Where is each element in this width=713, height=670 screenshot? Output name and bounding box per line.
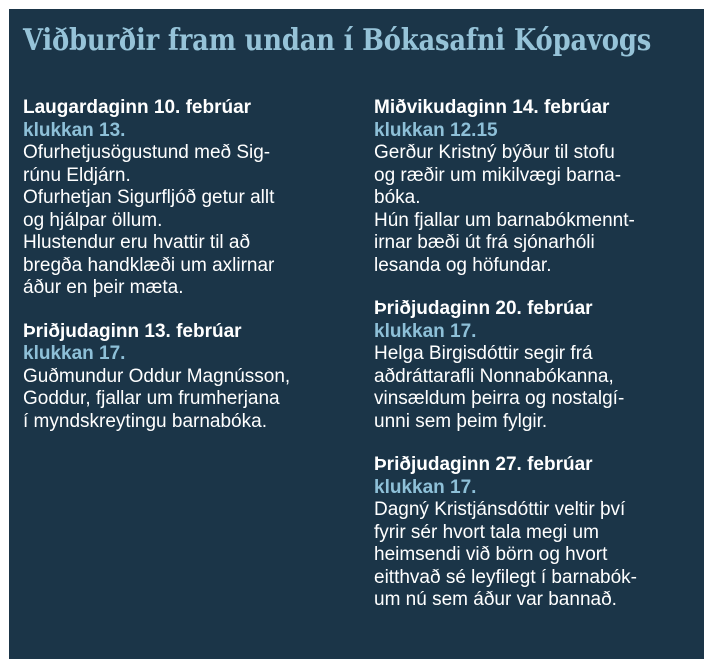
event-time: klukkan 17. <box>23 343 126 364</box>
event-item <box>23 321 353 434</box>
event-description-line: irnar bæði út frá sjónarhóli <box>374 232 595 253</box>
event-description-line: Helga Birgisdóttir segir frá <box>374 343 593 364</box>
event-description-line: í myndskreytingu barnabóka. <box>23 410 267 432</box>
event-description-line: Goddur, fjallar um frumherjana <box>23 388 280 409</box>
event-description-line: og hjálpar öllum. <box>23 209 163 231</box>
event-description-line: Ofurhetjan Sigurfljóð getur allt <box>23 187 275 208</box>
event-item <box>23 97 353 300</box>
event-description-line: Hún fjallar um barnabókmennt- <box>374 209 635 231</box>
events-panel <box>9 9 704 659</box>
event-description-line: rúnu Eldjárn. <box>23 164 131 186</box>
event-description-line: unni sem þeim fylgir. <box>374 410 548 432</box>
event-description-line: fyrir sér hvort tala megi um <box>374 521 599 543</box>
event-description-line: Gerður Kristný býður til stofu <box>374 142 615 163</box>
event-description-line: og ræðir um mikilvægi barna- <box>374 164 622 186</box>
event-description-line: heimsendi við börn og hvort <box>374 544 608 565</box>
event-description-line: um nú sem áður var bannað. <box>374 589 617 610</box>
event-day: Þriðjudaginn 20. febrúar <box>374 298 593 319</box>
event-description-line: eitthvað sé leyfilegt í barnabók- <box>374 566 637 588</box>
event-item <box>374 298 704 433</box>
event-item <box>374 97 704 277</box>
event-time: klukkan 12.15 <box>374 119 498 141</box>
event-description-line: áður en þeir mæta. <box>23 277 184 298</box>
event-description-line: Dagný Kristjánsdóttir veltir því <box>374 499 626 520</box>
event-item <box>374 454 704 612</box>
event-description-line: bregða handklæði um axlirnar <box>23 254 275 276</box>
event-description-line: vinsældum þeirra og nostalgí- <box>374 388 625 409</box>
event-description-line: bóka. <box>374 187 421 208</box>
event-day: Miðvikudaginn 14. febrúar <box>374 97 610 118</box>
event-description-line: Guðmundur Oddur Magnússon, <box>23 365 291 387</box>
event-day: Þriðjudaginn 27. febrúar <box>374 454 593 475</box>
events-column-left <box>23 97 353 454</box>
event-description-line: Hlustendur eru hvattir til að <box>23 232 251 253</box>
event-description-line: lesanda og höfundar. <box>374 254 552 276</box>
event-description-line: aðdráttarafli Nonnabókanna, <box>374 365 614 387</box>
event-description-line: Ofurhetjusögustund með Sig- <box>23 142 271 163</box>
panel-title: Viðburðir fram undan í Bókasafni Kópavogs <box>23 23 652 58</box>
event-time: klukkan 13. <box>23 119 126 141</box>
event-day: Laugardaginn 10. febrúar <box>23 97 252 118</box>
event-time: klukkan 17. <box>374 476 477 498</box>
event-day: Þriðjudaginn 13. febrúar <box>23 320 242 342</box>
event-time: klukkan 17. <box>374 320 477 342</box>
events-column-right <box>374 97 704 633</box>
